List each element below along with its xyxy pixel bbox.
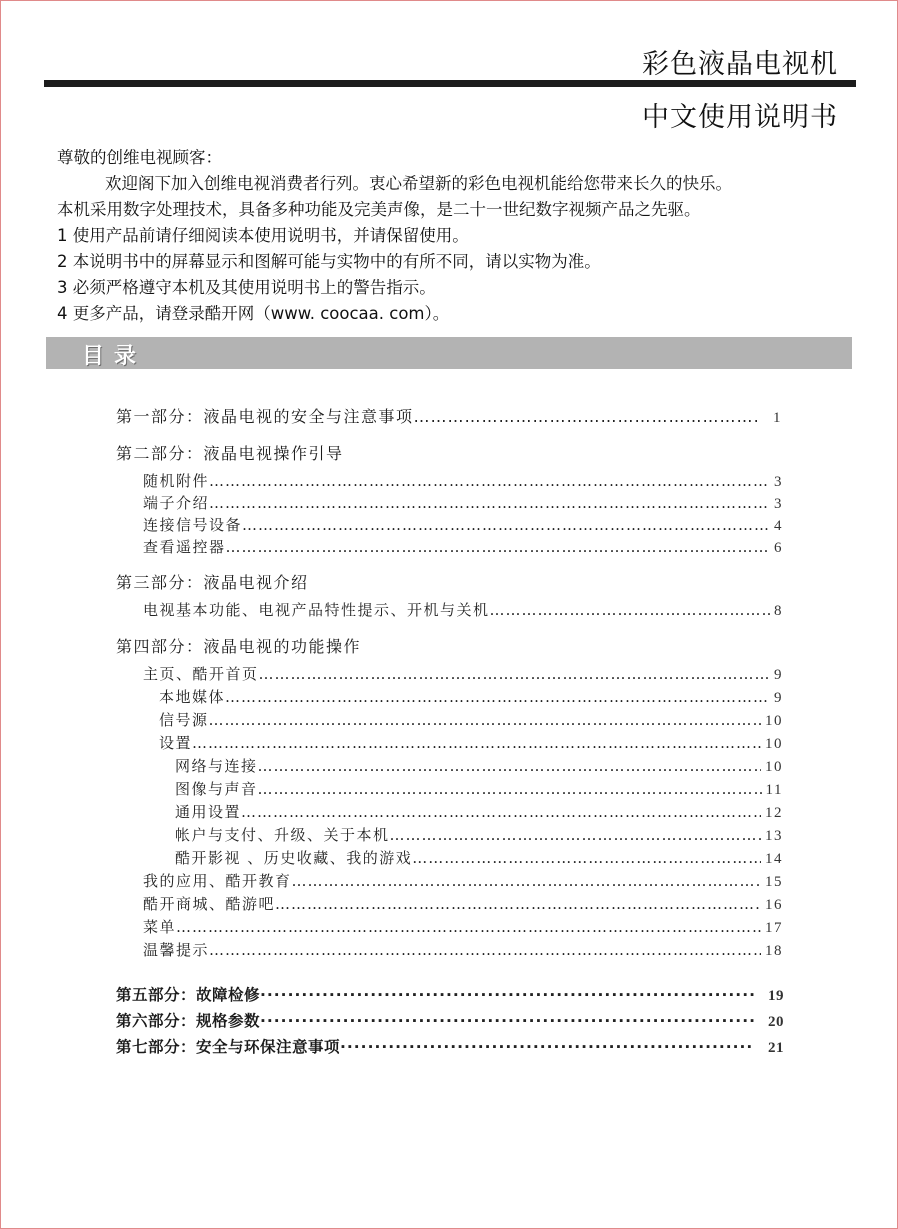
note-item: 3 必须严格遵守本机及其使用说明书上的警告指示。 [57,278,436,297]
toc-page-number: 10 [765,713,783,729]
toc-page-number: 18 [765,943,783,959]
toc-leader [412,849,761,867]
toc-entry-label: 第四部分：液晶电视的功能操作 [116,637,362,656]
toc-entry[interactable] [159,732,783,756]
toc-leader [226,538,770,556]
document-subtitle: 中文使用说明书 [642,102,838,133]
toc-leader [242,516,770,534]
note-item: 1 使用产品前请仔细阅读本使用说明书，并请保留使用。 [57,226,469,245]
toc-entry[interactable] [175,778,783,802]
toc-entry-part-4[interactable] [116,634,782,658]
toc-entry-part-7[interactable] [116,1035,784,1059]
toc-entry-part-3[interactable] [116,570,782,594]
toc-entry-label: 第七部分：安全与环保注意事项 [116,1038,341,1056]
toc-entry-label: 随机附件 [143,472,210,490]
toc-page-number: 9 [774,690,783,706]
toc-leader [292,872,761,890]
toc-entry-label: 第一部分：液晶电视的安全与注意事项 [116,407,414,426]
toc-leader [192,734,761,752]
toc-page-number: 14 [765,851,783,867]
toc-leader [258,757,761,775]
toc-entry-label: 第二部分：液晶电视操作引导 [116,444,344,463]
toc-entry[interactable] [175,824,783,848]
toc-leader [209,711,761,729]
toc-entry[interactable] [175,847,783,871]
toc-entry-label: 网络与连接 [175,757,258,775]
toc-entry[interactable] [143,663,783,687]
toc-entry-label: 信号源 [159,711,209,729]
toc-leader [241,803,761,821]
header-rule [44,80,856,87]
toc-entry-label: 第三部分：液晶电视介绍 [116,573,309,592]
toc-entry-label: 第五部分：故障检修 [116,986,261,1004]
toc-page-number: 17 [765,920,783,936]
note-item: 4 更多产品，请登录酷开网（www. coocaa. com）。 [57,304,450,323]
toc-page-number: 21 [768,1040,784,1056]
toc-entry[interactable] [143,536,783,560]
toc-entry[interactable] [143,470,783,494]
toc-entry-label: 主页、酷开首页 [143,665,259,683]
toc-entry-label: 电视基本功能、电视产品特性提示、开机与关机 [143,601,490,619]
toc-page-number: 4 [774,518,783,534]
toc-leader [275,895,761,913]
toc-entry[interactable] [143,599,783,623]
toc-leader [414,407,757,426]
toc-entry-label: 查看遥控器 [143,538,226,556]
toc-entry[interactable] [143,893,783,917]
toc-page-number: 13 [765,828,783,844]
toc-leader [260,986,754,1004]
greeting: 尊敬的创维电视顾客： [57,148,222,167]
toc-page-number: 3 [774,496,783,512]
welcome-text: 欢迎阁下加入创维电视消费者行列。衷心希望新的彩色电视机能给您带来长久的快乐。 [105,174,732,193]
toc-entry-part-6[interactable] [116,1009,784,1033]
toc-entry-part-2[interactable] [116,441,782,465]
toc-entry[interactable] [143,492,783,516]
toc-entry-label: 本地媒体 [159,688,226,706]
toc-entry[interactable] [159,686,783,710]
toc-leader [340,1038,754,1056]
toc-entry-label: 连接信号设备 [143,516,243,534]
toc-entry[interactable] [143,916,783,940]
toc-entry-part-1[interactable] [116,404,782,428]
toc-entry[interactable] [143,939,783,963]
toc-page-number: 10 [765,759,783,775]
intro-section [57,145,847,327]
toc-entry-label: 通用设置 [175,803,242,821]
toc-page-number: 10 [765,736,783,752]
toc-page-number: 8 [774,603,783,619]
toc-page-number: 1 [773,410,782,426]
toc-leader [176,918,761,936]
toc-entry[interactable] [175,755,783,779]
tech-text: 本机采用数字处理技术，具备多种功能及完美声像，是二十一世纪数字视频产品之先驱。 [57,200,701,219]
toc-page-number: 3 [774,474,783,490]
toc-page-number: 16 [765,897,783,913]
toc-leader [209,941,761,959]
toc-leader [225,688,770,706]
toc-leader [390,826,761,844]
toc-leader [209,472,770,490]
toc-entry-label: 端子介绍 [143,494,210,512]
toc-entry-label: 图像与声音 [175,780,258,798]
toc-page-number: 20 [768,1014,784,1030]
toc-page-number: 9 [774,667,783,683]
toc-entry-label: 酷开影视 、历史收藏、我的游戏 [175,849,413,867]
toc-entry[interactable] [143,514,783,538]
toc-entry-label: 酷开商城、酷游吧 [143,895,276,913]
toc-leader [209,494,770,512]
toc-page-number: 19 [768,988,784,1004]
toc-entry[interactable] [159,709,783,733]
toc-leader [259,665,770,683]
toc-entry-part-5[interactable] [116,983,784,1007]
document-title: 彩色液晶电视机 [642,49,838,80]
toc-entry-label: 设置 [159,734,193,752]
toc-entry-label: 我的应用、酷开教育 [143,872,292,890]
toc-entry-label: 帐户与支付、升级、关于本机 [175,826,390,844]
toc-page-number: 6 [774,540,783,556]
toc-leader [258,780,762,798]
toc-entry[interactable] [175,801,783,825]
toc-entry-label: 第六部分：规格参数 [116,1012,261,1030]
toc-page-number: 12 [765,805,783,821]
toc-heading: 目录 [82,344,147,369]
toc-leader [490,601,770,619]
toc-entry[interactable] [143,870,783,894]
toc-page-number: 11 [765,782,783,798]
toc-entry-label: 温馨提示 [143,941,210,959]
toc-leader [260,1012,754,1030]
note-item: 2 本说明书中的屏幕显示和图解可能与实物中的有所不同，请以实物为准。 [57,252,601,271]
toc-heading-bar [46,337,852,369]
toc-page-number: 15 [765,874,783,890]
toc-entry-label: 菜单 [143,918,177,936]
